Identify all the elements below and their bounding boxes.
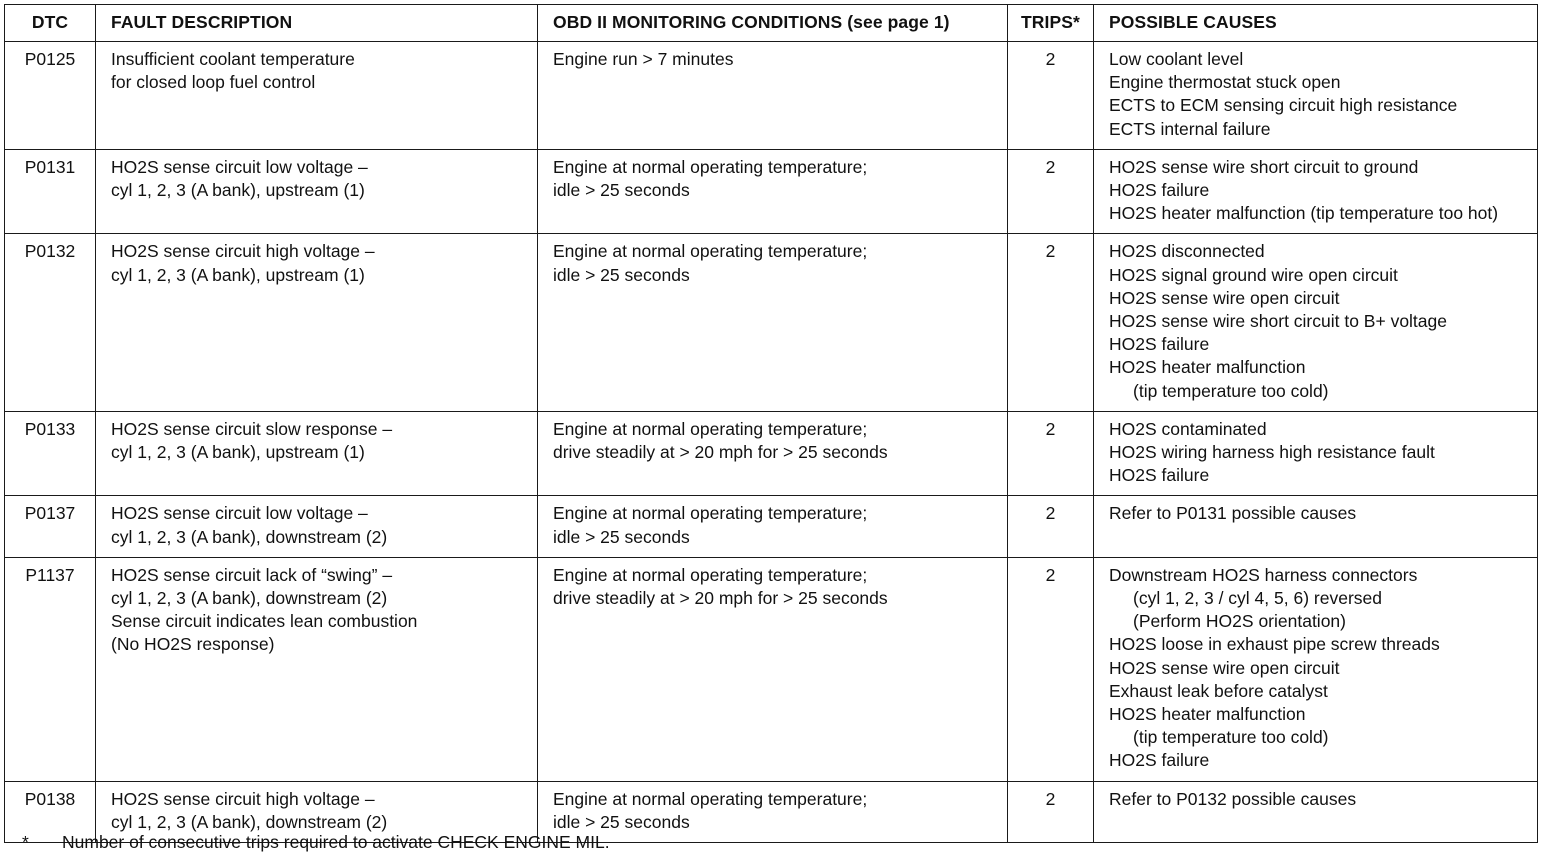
cause-line: HO2S wiring harness high resistance fault (1109, 442, 1435, 463)
fault-line: for closed loop fuel control (111, 72, 316, 93)
condition-line: Engine at normal operating temperature; (553, 156, 868, 177)
dtc-code: P0133 (5, 411, 96, 496)
dtc-table (4, 4, 1538, 843)
fault-line: cyl 1, 2, 3 (A bank), upstream (1) (111, 264, 365, 285)
cause-line: HO2S sense wire open circuit (1109, 287, 1340, 308)
cause-line: Downstream HO2S harness connectors (1109, 564, 1418, 585)
trips-count: 2 (1008, 234, 1094, 411)
dtc-code: P1137 (5, 557, 96, 781)
cause-line: HO2S failure (1109, 750, 1210, 771)
cause-line: ECTS internal failure (1109, 118, 1271, 139)
cause-line: ECTS to ECM sensing circuit high resistance (1109, 95, 1458, 116)
cause-line: (Perform HO2S orientation) (1133, 611, 1346, 632)
cause-line: HO2S disconnected (1109, 241, 1265, 262)
fault-line: cyl 1, 2, 3 (A bank), downstream (2) (111, 526, 388, 547)
fault-line: cyl 1, 2, 3 (A bank), upstream (1) (111, 442, 365, 463)
possible-causes (1094, 149, 1538, 234)
table-row (5, 411, 1538, 496)
condition-line: drive steadily at > 20 mph for > 25 seconds (553, 442, 888, 463)
monitoring-conditions (538, 411, 1008, 496)
cause-line: Exhaust leak before catalyst (1109, 680, 1328, 701)
monitoring-conditions (538, 234, 1008, 411)
monitoring-conditions (538, 42, 1008, 150)
fault-line: Sense circuit indicates lean combustion (111, 611, 418, 632)
fault-description (96, 42, 538, 150)
fault-description (96, 149, 538, 234)
cause-line: Low coolant level (1109, 49, 1244, 69)
table-row (5, 496, 1538, 557)
condition-line: Engine run > 7 minutes (553, 49, 734, 69)
fault-description (96, 557, 538, 781)
cause-line: HO2S heater malfunction (tip temperature too hot) (1109, 203, 1499, 224)
possible-causes (1094, 557, 1538, 781)
trips-count: 2 (1008, 149, 1094, 234)
fault-line: HO2S sense circuit high voltage – (111, 241, 375, 262)
cause-line: HO2S failure (1109, 180, 1210, 201)
possible-causes (1094, 42, 1538, 150)
header-fault-description: FAULT DESCRIPTION (96, 5, 538, 42)
trips-count: 2 (1008, 496, 1094, 557)
condition-line: Engine at normal operating temperature; (553, 418, 868, 439)
cause-line: HO2S sense wire open circuit (1109, 657, 1340, 678)
cause-line: Engine thermostat stuck open (1109, 72, 1341, 93)
condition-line: Engine at normal operating temperature; (553, 788, 868, 809)
cause-line: HO2S sense wire short circuit to B+ voltage (1109, 311, 1447, 332)
dtc-code: P0131 (5, 149, 96, 234)
trips-count: 2 (1008, 42, 1094, 150)
cause-line: HO2S failure (1109, 465, 1210, 486)
monitoring-conditions (538, 557, 1008, 781)
cause-line: (cyl 1, 2, 3 / cyl 4, 5, 6) reversed (1133, 588, 1382, 609)
header-trips: TRIPS* (1008, 5, 1094, 42)
table-row (5, 234, 1538, 411)
monitoring-conditions (538, 149, 1008, 234)
table-body (5, 42, 1538, 843)
dtc-code: P0125 (5, 42, 96, 150)
condition-line: Engine at normal operating temperature; (553, 503, 868, 524)
cause-line: HO2S heater malfunction (1109, 357, 1306, 378)
fault-description (96, 496, 538, 557)
footnote-mark: * (22, 832, 29, 852)
monitoring-conditions (538, 496, 1008, 557)
trips-count: 2 (1008, 781, 1094, 842)
possible-causes (1094, 781, 1538, 842)
fault-line: HO2S sense circuit low voltage – (111, 503, 368, 524)
condition-line: drive steadily at > 20 mph for > 25 seconds (553, 588, 888, 609)
cause-line: HO2S heater malfunction (1109, 704, 1306, 725)
footnote-text: Number of consecutive trips required to activate CHECK ENGINE MIL. (62, 832, 610, 852)
condition-line: idle > 25 seconds (553, 180, 690, 201)
cause-line: HO2S failure (1109, 334, 1210, 355)
cause-line: (tip temperature too cold) (1133, 380, 1329, 401)
table-row (5, 557, 1538, 781)
cause-line: Refer to P0131 possible causes (1109, 503, 1357, 524)
dtc-code: P0137 (5, 496, 96, 557)
condition-line: idle > 25 seconds (553, 526, 690, 547)
fault-line: cyl 1, 2, 3 (A bank), upstream (1) (111, 180, 365, 201)
fault-line: HO2S sense circuit high voltage – (111, 788, 375, 809)
cause-line: HO2S loose in exhaust pipe screw threads (1109, 634, 1440, 655)
header-possible-causes: POSSIBLE CAUSES (1094, 5, 1538, 42)
possible-causes (1094, 411, 1538, 496)
fault-line: HO2S sense circuit lack of “swing” – (111, 564, 393, 585)
trips-count: 2 (1008, 557, 1094, 781)
cause-line: HO2S contaminated (1109, 418, 1267, 439)
dtc-code: P0138 (5, 781, 96, 842)
condition-line: Engine at normal operating temperature; (553, 564, 868, 585)
dtc-code: P0132 (5, 234, 96, 411)
fault-line: cyl 1, 2, 3 (A bank), downstream (2) (111, 588, 388, 609)
condition-line: idle > 25 seconds (553, 264, 690, 285)
trips-count: 2 (1008, 411, 1094, 496)
possible-causes (1094, 234, 1538, 411)
fault-line: (No HO2S response) (111, 634, 275, 655)
table-row (5, 149, 1538, 234)
cause-line: HO2S sense wire short circuit to ground (1109, 156, 1419, 177)
fault-description (96, 234, 538, 411)
possible-causes (1094, 496, 1538, 557)
fault-line: HO2S sense circuit low voltage – (111, 156, 368, 177)
fault-line: Insufficient coolant temperature (111, 49, 355, 69)
cause-line: HO2S signal ground wire open circuit (1109, 264, 1398, 285)
table-row (5, 42, 1538, 150)
footnote (22, 830, 610, 854)
header-monitoring-conditions: OBD II MONITORING CONDITIONS (see page 1) (538, 5, 1008, 42)
fault-line: HO2S sense circuit slow response – (111, 418, 393, 439)
table-header-row (5, 5, 1538, 42)
cause-line: (tip temperature too cold) (1133, 727, 1329, 748)
condition-line: idle > 25 seconds (553, 811, 690, 832)
cause-line: Refer to P0132 possible causes (1109, 788, 1357, 809)
fault-description (96, 411, 538, 496)
condition-line: Engine at normal operating temperature; (553, 241, 868, 262)
header-dtc: DTC (5, 5, 96, 42)
fault-line: cyl 1, 2, 3 (A bank), downstream (2) (111, 811, 388, 832)
